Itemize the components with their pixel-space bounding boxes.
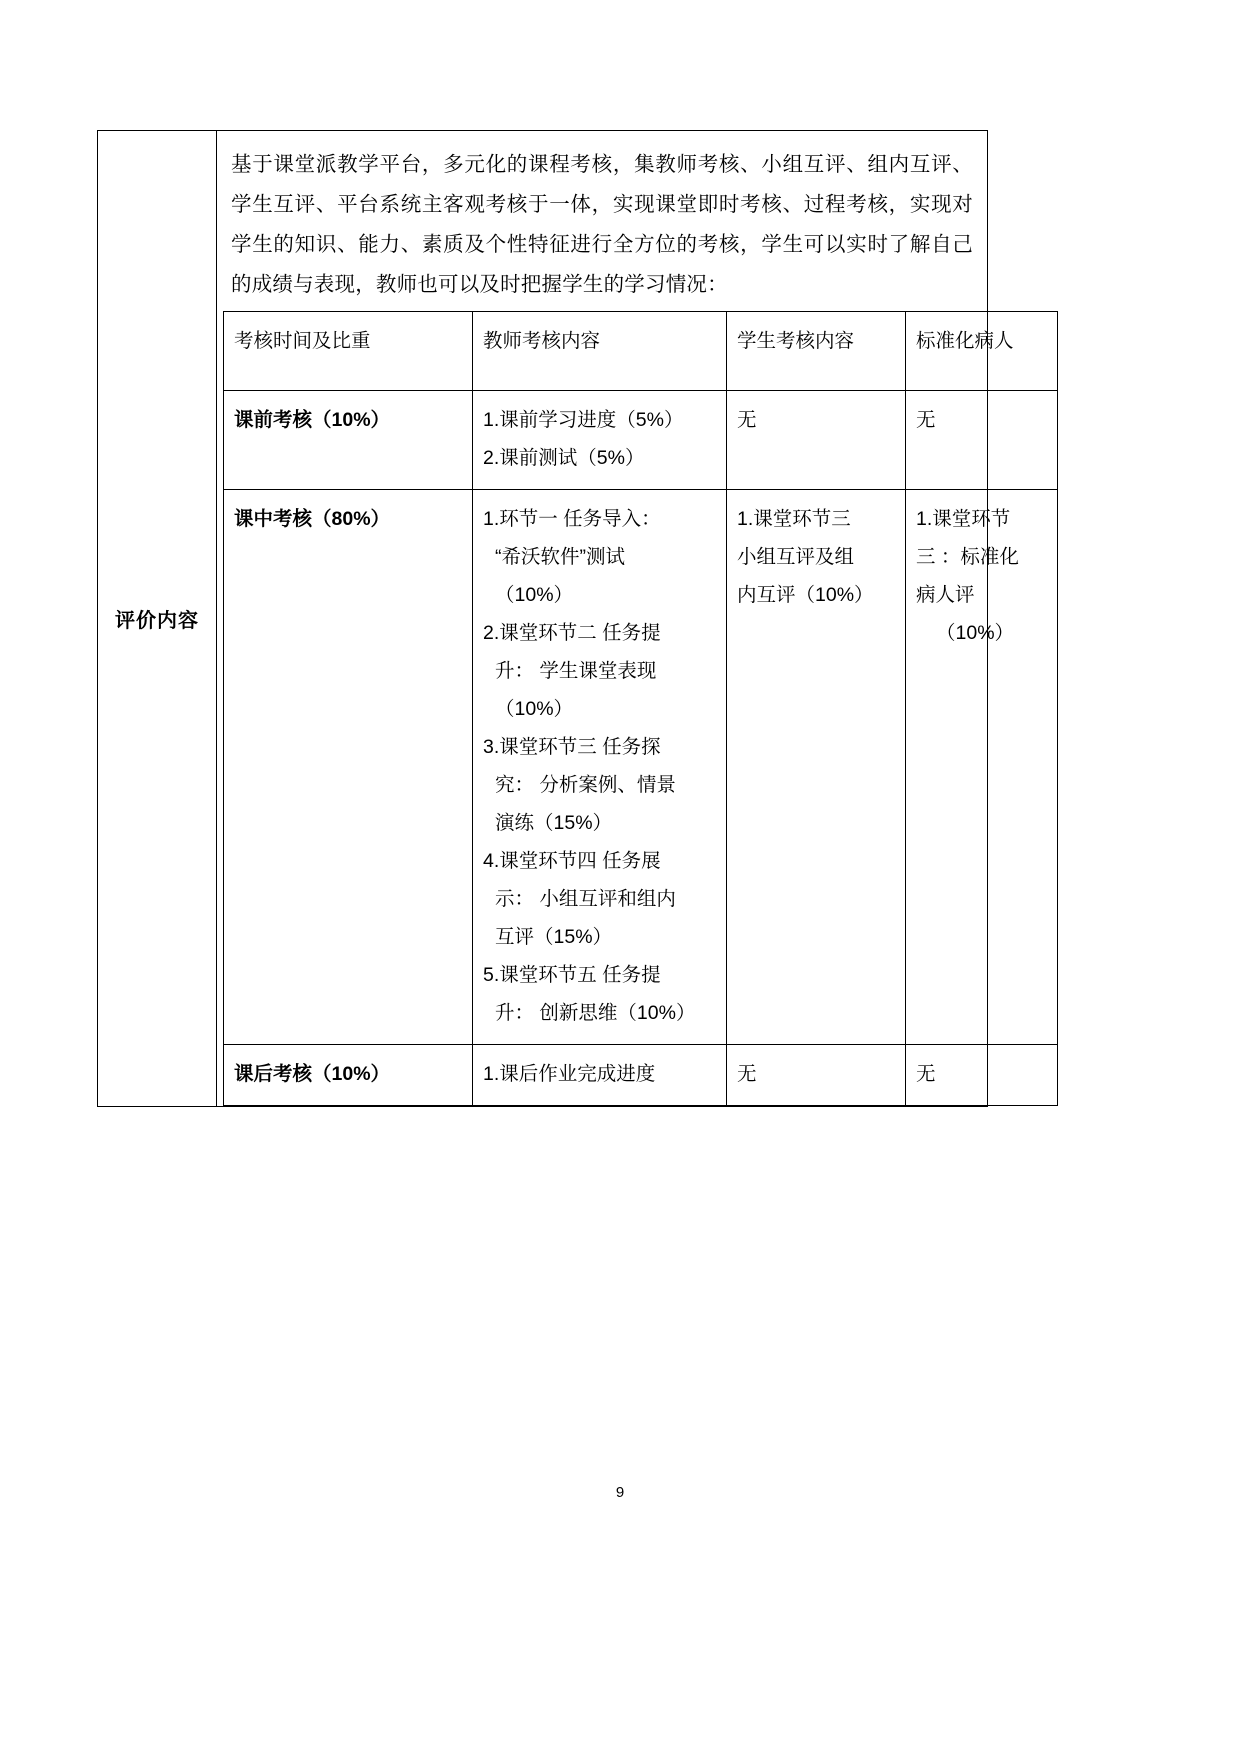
text-line: 1.环节一 任务导入： [483, 507, 661, 530]
header-time-weight: 考核时间及比重 [224, 311, 473, 390]
text-line: 病人评 [916, 583, 975, 606]
cell-time-weight-pre-class: 课前考核（10%） [224, 390, 473, 489]
assessment-table [223, 311, 1058, 1106]
cell-teacher-pre-class [473, 390, 727, 489]
table-row [224, 390, 1058, 489]
text-line: 究： 分析案例、情景 [495, 774, 676, 797]
cell-student-post-class: 无 [727, 1045, 906, 1106]
text-line: 1.课堂环节 [916, 507, 1011, 530]
cell-sp-in-class [906, 489, 1058, 1044]
cell-student-pre-class: 无 [727, 390, 906, 489]
text-line: 演练（15%） [495, 812, 613, 835]
row-label-evaluation-content: 评价内容 [98, 131, 217, 1107]
text-line: 升： 学生课堂表现 [495, 659, 657, 682]
cell-sp-post-class: 无 [906, 1045, 1058, 1106]
text-line: 互评（15%） [495, 926, 613, 949]
text-line: 2.课堂环节二 任务提 [483, 621, 661, 644]
header-standardized-patient: 标准化病人 [906, 311, 1058, 390]
cell-sp-pre-class: 无 [906, 390, 1058, 489]
cell-time-weight-in-class: 课中考核（80%） [224, 489, 473, 1044]
text-line: （10%） [495, 583, 574, 606]
text-line: 小组互评及组 [737, 545, 855, 568]
header-teacher-content: 教师考核内容 [473, 311, 727, 390]
cell-teacher-post-class: 1.课后作业完成进度 [473, 1045, 727, 1106]
outer-table [97, 130, 1019, 1107]
table-row [98, 131, 988, 1107]
text-line: 1.课堂环节三 [737, 507, 851, 530]
text-line: 升： 创新思维（10%） [495, 1002, 696, 1025]
evaluation-content-block [97, 130, 1019, 1107]
content-cell [217, 131, 1019, 1107]
text-line: 5.课堂环节五 任务提 [483, 964, 661, 987]
text-line: 示： 小组互评和组内 [495, 888, 676, 911]
text-line: 3.课堂环节三 任务探 [483, 736, 661, 758]
text-line: “希沃软件”测试 [495, 545, 625, 568]
text-line: 内互评（10%） [737, 583, 874, 606]
cell-time-weight-post-class: 课后考核（10%） [224, 1045, 473, 1106]
page-number: 9 [615, 1484, 625, 1501]
assessment-table-header-row [224, 311, 1058, 390]
cell-teacher-in-class [473, 489, 727, 1044]
text-line: 2.课前测试（5%） [483, 446, 645, 469]
text-line: 三 ：标准化 [916, 545, 1019, 568]
text-line: 1.课前学习进度（5%） [483, 408, 684, 431]
header-student-content: 学生考核内容 [727, 311, 906, 390]
table-row [224, 1045, 1058, 1106]
text-line: 4.课堂环节四 任务展 [483, 850, 661, 873]
intro-paragraph: 基于课堂派教学平台，多元化的课程考核，集教师考核、小组互评、组内互评、学生互评、平台系统主客观考核于一体，实现课堂即时考核、过程考核，实现对学生的知识、能力、素质及个性特征进行全方位的考核，学生可以实时了解自己的成绩与表现，教师也可以及时把握学生的学习情况： [231, 153, 973, 296]
text-line: （10%） [495, 697, 574, 720]
text-line: （10%） [936, 621, 1015, 644]
table-row [224, 489, 1058, 1044]
cell-student-in-class [727, 489, 906, 1044]
